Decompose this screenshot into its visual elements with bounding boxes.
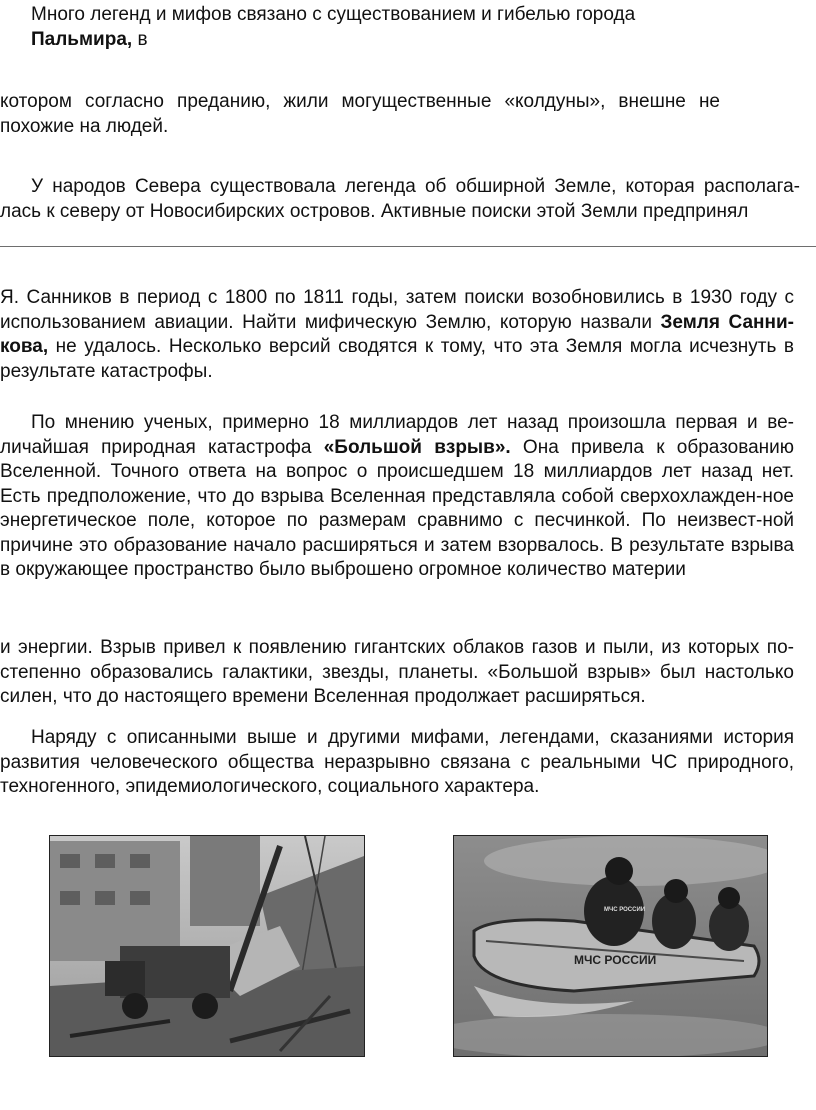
sannikov-text-end: не удалось. Несколько версий сводятся к тому, что эта Земля могла исчезнуть в результате катастрофы. <box>0 336 794 382</box>
paragraph-big-bang <box>0 411 794 583</box>
paragraph-sorcerers: котором согласно преданию, жили могущественные «колдуны», внешне не похожие на людей. <box>0 91 720 137</box>
section-divider <box>0 246 816 247</box>
palmyra-bold: Пальмира, <box>31 28 133 50</box>
paragraph-palmyra-line2 <box>31 28 721 53</box>
north-legend-line2: лась к северу от Новосибирских островов. Активные поиски этой Земли предпринял <box>0 200 749 222</box>
north-legend-line1: У народов Севера существовала легенда об обширной Земле, которая располага- <box>31 176 800 197</box>
palmyra-tail: в <box>132 28 148 50</box>
paragraph-palmyra-line1: Много легенд и мифов связано с существованием и гибелью города <box>31 4 636 25</box>
paragraph-emergencies: Наряду с описанными выше и другими мифами, легендами, сказаниями история развития человеческого общества неразрывно связана с реальными ЧС природного, техногенного, эпидемиологического, социального характера. <box>0 727 794 797</box>
sannikov-text-start: Я. Санников в период с 1800 по 1811 годы, затем поиски возобновились в 1930 году с использованием авиации. Найти мифическую Землю, которую назвали <box>0 287 794 333</box>
boat-label: МЧС РОССИИ <box>574 953 657 967</box>
sannikov-land-bold: Земля Санни-кова, <box>0 311 794 357</box>
paragraph-palmyra <box>31 3 721 52</box>
paragraph-sannikov-land <box>0 286 794 384</box>
photo-rescue-boat <box>453 835 768 1057</box>
paragraph-energy: и энергии. Взрыв привел к появлению гигантских облаков газов и пыли, из которых по-степенно образовались галактики, звезды, планеты. «Большой взрыв» был настолько силен, что до настоящего времени Вселенная продолжает расширяться. <box>0 637 794 707</box>
big-bang-text-start: По мнению ученых, примерно 18 миллиардов лет назад произошла первая и ве-личайшая природная катастрофа <box>0 412 794 458</box>
jacket-label: МЧС РОССИИ <box>604 907 646 913</box>
big-bang-text-end: Она привела к образованию Вселенной. Точного ответа на вопрос о происшедшем 18 миллиардов лет назад нет. Есть предположение, что до взрыва Вселенная представляла собой сверхохлажден-ное энергетическое поле, которое по размерам сравнимо с песчинкой. По неизвест-ной причине это образование начало расширяться и затем взорвалось. В результате взрыва в окружающее пространство было выброшено огромное количество материи <box>0 436 794 580</box>
big-bang-bold: «Большой взрыв». <box>323 436 511 458</box>
paragraph-north-legend <box>0 175 800 224</box>
photo-earthquake-rubble <box>49 835 365 1057</box>
